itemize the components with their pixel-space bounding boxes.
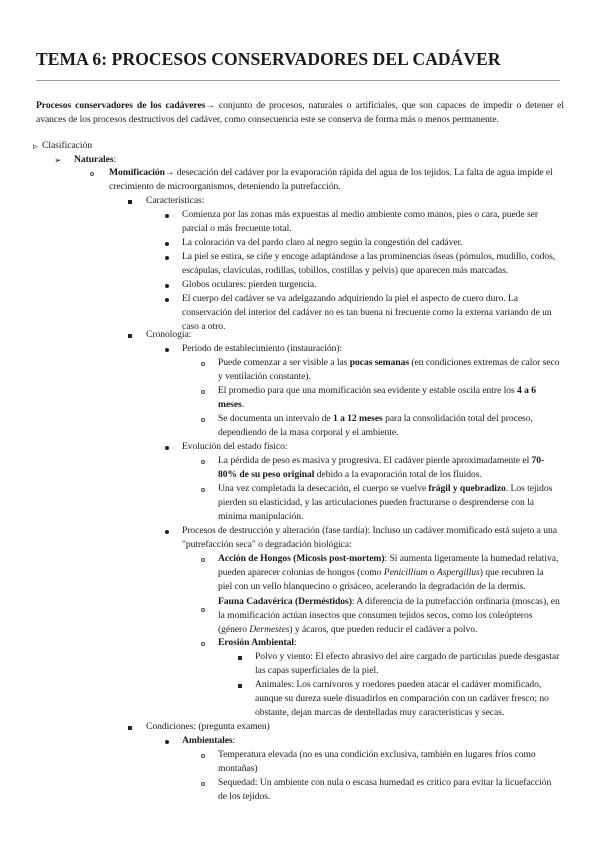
ring-bullet-icon — [201, 608, 205, 612]
erosion-item: Polvo y viento: El efecto abrasivo del aire cargado de partículas puede desgastar las capas superficiales de la piel. — [255, 651, 560, 676]
square-bullet-icon — [128, 334, 132, 338]
heading-ambientales: Ambientales: — [182, 735, 236, 746]
ring-bullet-icon — [201, 390, 205, 394]
arrow-outline-icon: ▹ — [33, 141, 38, 151]
ring-bullet-icon — [90, 172, 94, 176]
dot-bullet-icon — [165, 242, 169, 246]
dot-bullet-icon — [165, 284, 169, 288]
caracteristica-item: El cuerpo del cadáver se va adelgazando adquiriendo la piel el aspecto de cuero duro. La conservación del interior del cadáver no es tan buena ni frecuente como la externa variando de un caso a otro. — [182, 293, 552, 332]
periodo-item: Puede comenzar a ser visible a las pocas semanas (en condiciones extremas de calor seco y ventilación constante). — [218, 357, 560, 382]
heading-cronologia: Cronología: — [146, 329, 192, 340]
heading-condiciones: Condiciones: (pregunta examen) — [146, 721, 270, 732]
square-bullet-icon — [128, 200, 132, 204]
erosion-heading: Erosión Ambiental: — [218, 637, 297, 648]
ring-bullet-icon — [201, 558, 205, 562]
square-bullet-icon — [238, 684, 242, 688]
periodo-item: El promedio para que una momificación sea evidente y estable oscila entre los 4 a 6 meses. — [218, 385, 536, 410]
heading-caracteristicas: Características: — [146, 195, 205, 206]
arrowhead-icon: ➢ — [54, 155, 62, 165]
caracteristica-item: Globos oculares: pierden turgencia. — [182, 279, 317, 290]
fauna-item: Fauna Cadavérica (Derméstidos): A diferencia de la putrefacción ordinaria (moscas), en la momificación actúan insectos que consumen tejidos secos, como los coleópteros (género Dermestes) y ácaros, que pueden reducir el cadáver a polvo. — [218, 596, 560, 635]
evolucion-item: La pérdida de peso es masiva y progresiva. El cadáver pierde aproximadamente el 70-80% de su peso original debido a la evaporación total de los fluidos. — [218, 455, 545, 480]
intro-text: → conjunto de procesos, naturales o artificiales, que son capaces de impedir o detener el avances de los procesos destructivos del cadáver, como consecuencia este se conserva de forma más o menos permanente. — [36, 100, 564, 125]
heading-evolucion: Evolución del estado físico: — [182, 441, 288, 452]
ring-bullet-icon — [201, 642, 205, 646]
periodo-item: Se documenta un intervalo de 1 a 12 meses para la consolidación total del proceso, dependiendo de la masa corporal y el ambiente. — [218, 413, 533, 438]
evolucion-item: Una vez completada la desecación, el cuerpo se vuelve frágil y quebradizo. Los tejidos pierden su elasticidad, y las articulaciones pueden fracturarse o desprenderse con la mínima manipulación. — [218, 483, 553, 522]
heading-periodo: Periodo de establecimiento (instauración): — [182, 343, 343, 354]
intro-term: Procesos conservadores de los cadáveres — [36, 100, 206, 111]
ambientales-item: Sequedad: Un ambiente con nula o escasa humedad es crítico para evitar la licuefacción de los tejidos. — [218, 777, 552, 802]
dot-bullet-icon — [165, 214, 169, 218]
caracteristica-item: La piel se estira, se ciñe y encoge adaptándose a las prominencias óseas (pómulos, mudillo, codos, escápulas, clavículas, rodillas, tobillos, costillas y pelvis) que aparecen más marcadas. — [182, 251, 556, 276]
ring-bullet-icon — [201, 460, 205, 464]
dot-bullet-icon — [165, 256, 169, 260]
dot-bullet-icon — [165, 530, 169, 534]
square-bullet-icon — [238, 656, 242, 660]
title-divider — [36, 80, 560, 81]
ambientales-item: Temperatura elevada (no es una condición exclusiva, también en lugares fríos como montañas) — [218, 749, 536, 774]
erosion-item: Animales: Los carnívoros y roedores pueden atacar el cadáver momificado, aunque su dureza suele disuadirlos en comparación con un cadáver fresco; no obstante, dejan marcas de dentelladas muy características y secas. — [255, 679, 549, 718]
destruccion-heading: Procesos de destrucción y alteración (fase tardía): Incluso un cadáver momificado está sujeto a una "putrefacción seca" o degradación biológica: — [182, 525, 557, 550]
section-clasificacion: Clasificación — [42, 140, 92, 151]
caracteristica-item: Comienza por las zonas más expuestas al medio ambiente como manos, pies o cara, puede ser parcial o más frecuente total. — [182, 209, 539, 234]
square-bullet-icon — [128, 726, 132, 730]
dot-bullet-icon — [165, 348, 169, 352]
subsection-naturales: Naturales: — [74, 154, 117, 165]
dot-bullet-icon — [165, 740, 169, 744]
ring-bullet-icon — [201, 488, 205, 492]
ring-bullet-icon — [201, 782, 205, 786]
page-title: TEMA 6: PROCESOS CONSERVADORES DEL CADÁVER — [36, 49, 501, 69]
momificacion-definition: Momificación→ desecación del cadáver por la evaporación rápida del agua de los tejidos. La falta de agua impide el crecimiento de microorganismos, deteniendo la putrefacción. — [109, 167, 553, 192]
intro-paragraph — [36, 99, 564, 127]
ring-bullet-icon — [201, 418, 205, 422]
hongos-item: Acción de Hongos (Micosis post-mortem): Si aumenta ligeramente la humedad relativa, pueden aparecer colonias de hongos (como Penicillium o Aspergillus) que recubren la piel con un vello blanquecino o grisáceo, acelerando la degradación de la dermis. — [218, 553, 559, 592]
dot-bullet-icon — [165, 298, 169, 302]
dot-bullet-icon — [165, 446, 169, 450]
ring-bullet-icon — [201, 754, 205, 758]
caracteristica-item: La coloración va del pardo claro al negro según la congestión del cadáver. — [182, 237, 463, 248]
ring-bullet-icon — [201, 362, 205, 366]
